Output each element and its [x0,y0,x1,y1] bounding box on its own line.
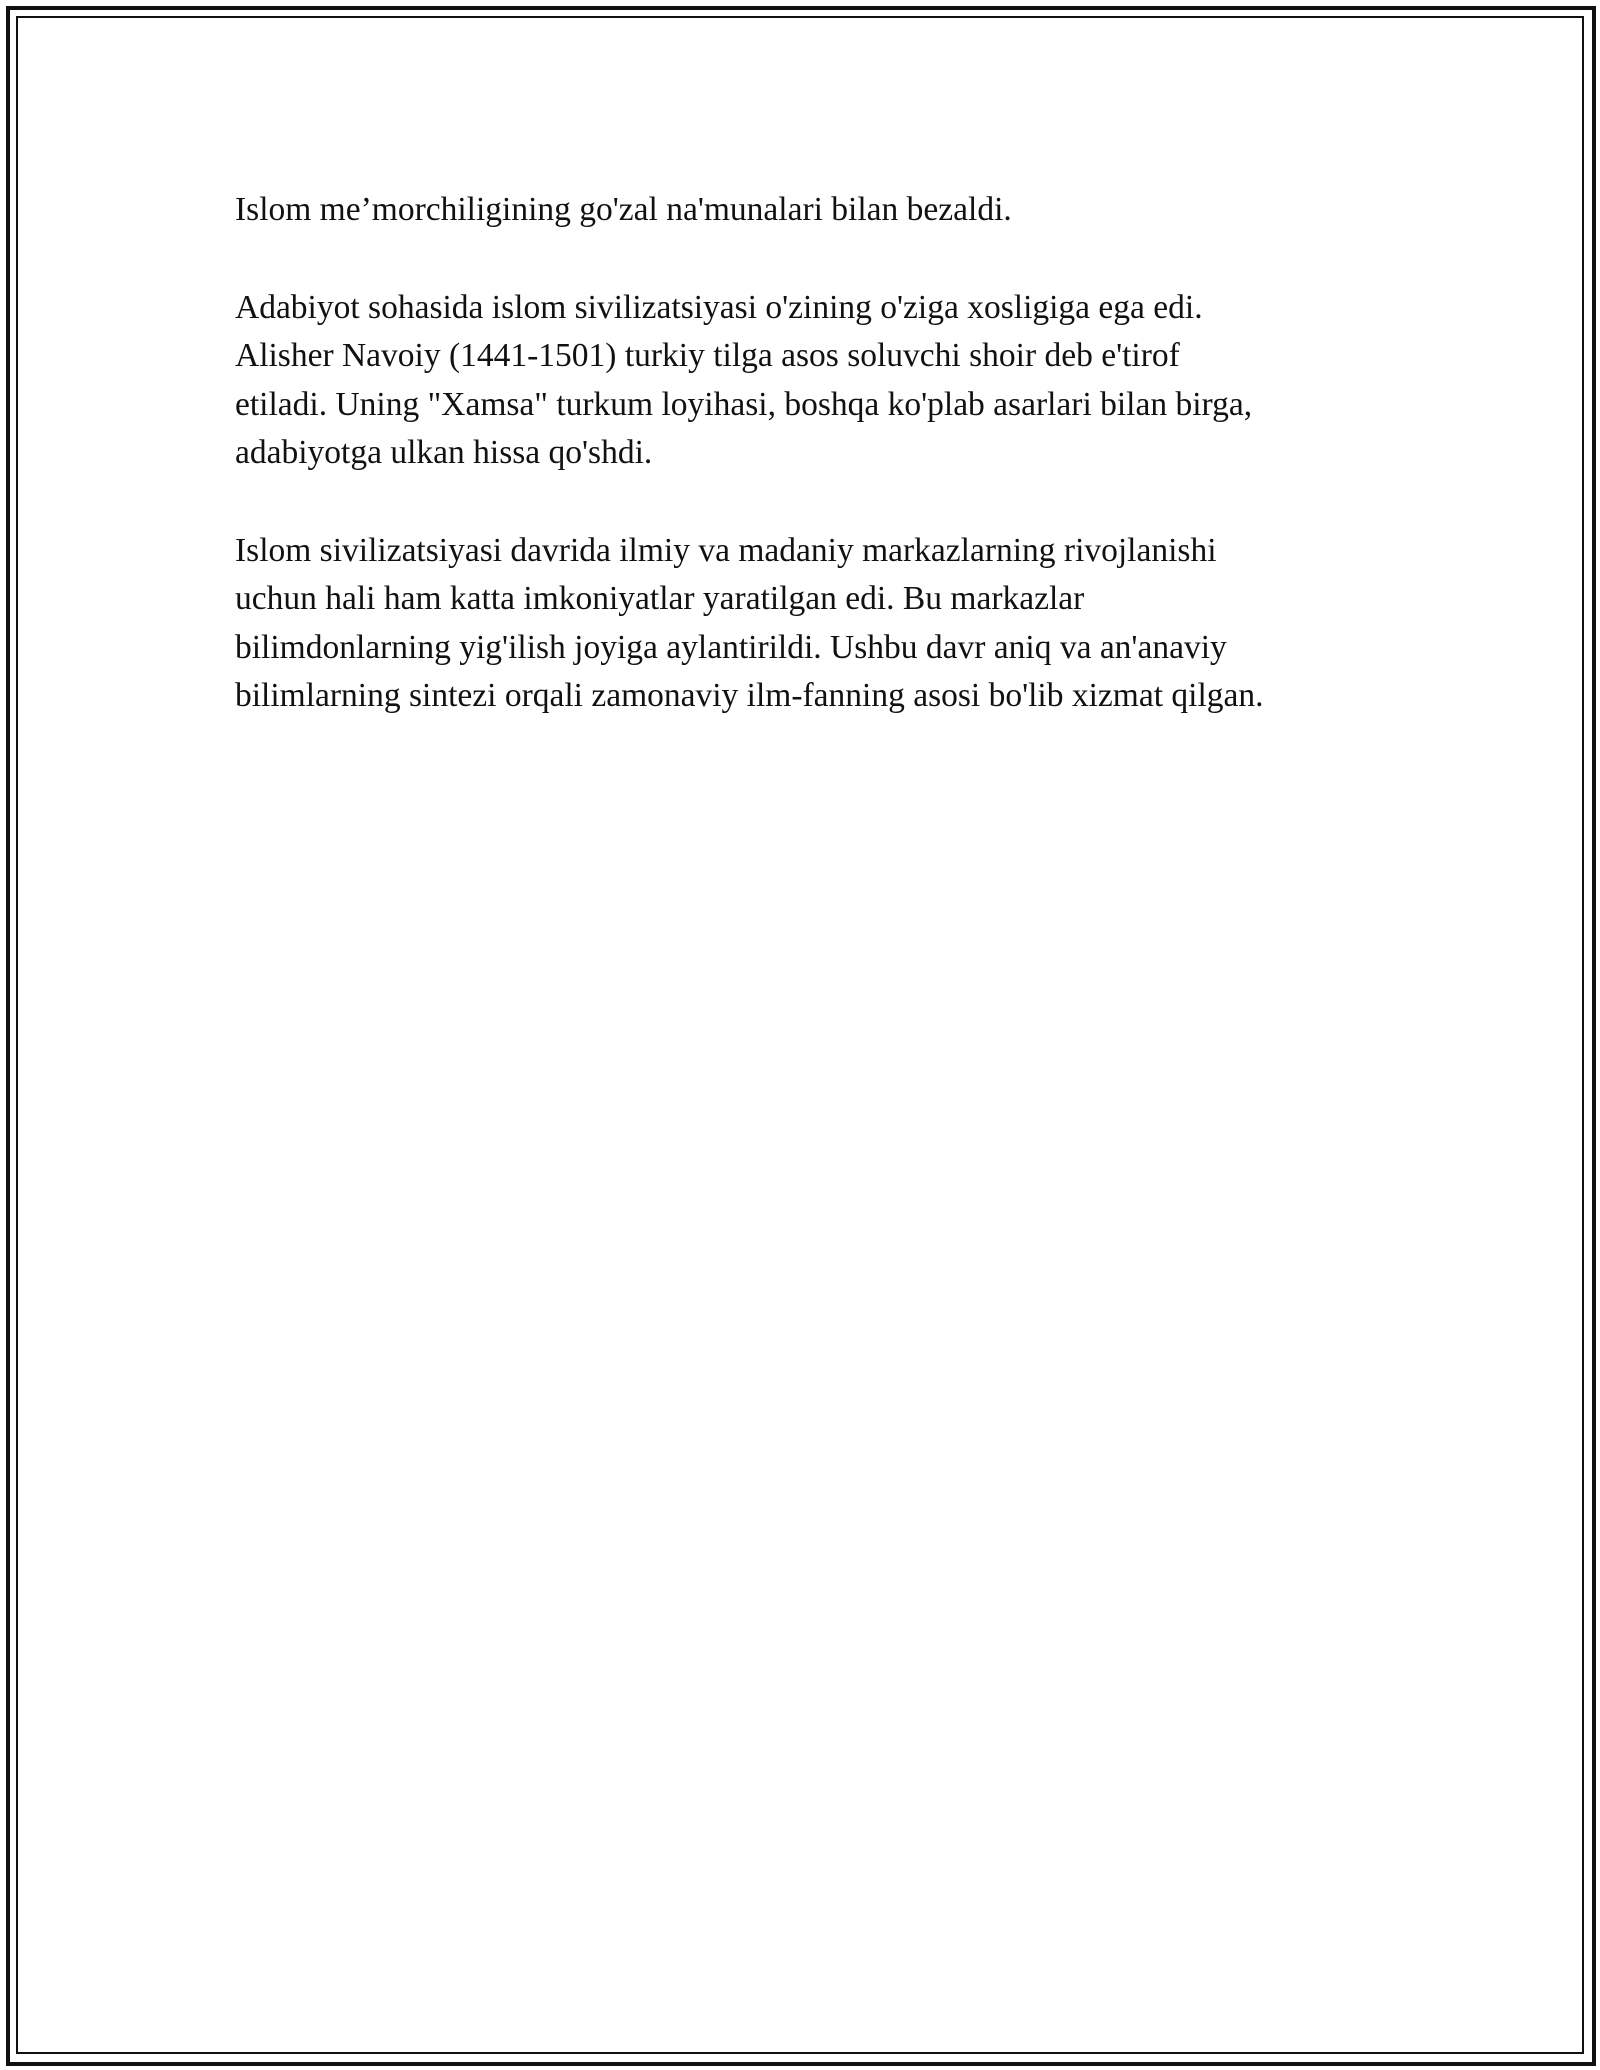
paragraph-line: etiladi. Uning "Xamsa" turkum loyihasi, boshqa ko'plab asarlari bilan birga, [235,385,1253,423]
paragraph-line: adabiyotga ulkan hissa qo'shdi. [235,434,653,471]
paragraph-line: bilimlarning sintezi orqali zamonaviy ilm-fanning asosi bo'lib xizmat qilgan. [235,677,1264,714]
paragraph-architecture [235,186,1395,235]
paragraph-science-centers [235,527,1395,721]
paragraph-literature [235,284,1395,478]
paragraph-line: Islom me’morchiligining go'zal na'munalari bilan bezaldi. [235,191,1012,228]
document-body [235,186,1395,770]
paragraph-line: Alisher Navoiy (1441-1501) turkiy tilga asos soluvchi shoir deb e'tirof [235,337,1180,374]
paragraph-line: Islom sivilizatsiyasi davrida ilmiy va madaniy markazlarning rivojlanishi [235,531,1217,569]
paragraph-line: Adabiyot sohasida islom sivilizatsiyasi o'zining o'ziga xosligiga ega edi. [235,288,1203,326]
paragraph-line: bilimdonlarning yig'ilish joyiga aylantirildi. Ushbu davr aniq va an'anaviy [235,628,1227,666]
paragraph-line: uchun hali ham katta imkoniyatlar yaratilgan edi. Bu markazlar [235,580,1085,617]
